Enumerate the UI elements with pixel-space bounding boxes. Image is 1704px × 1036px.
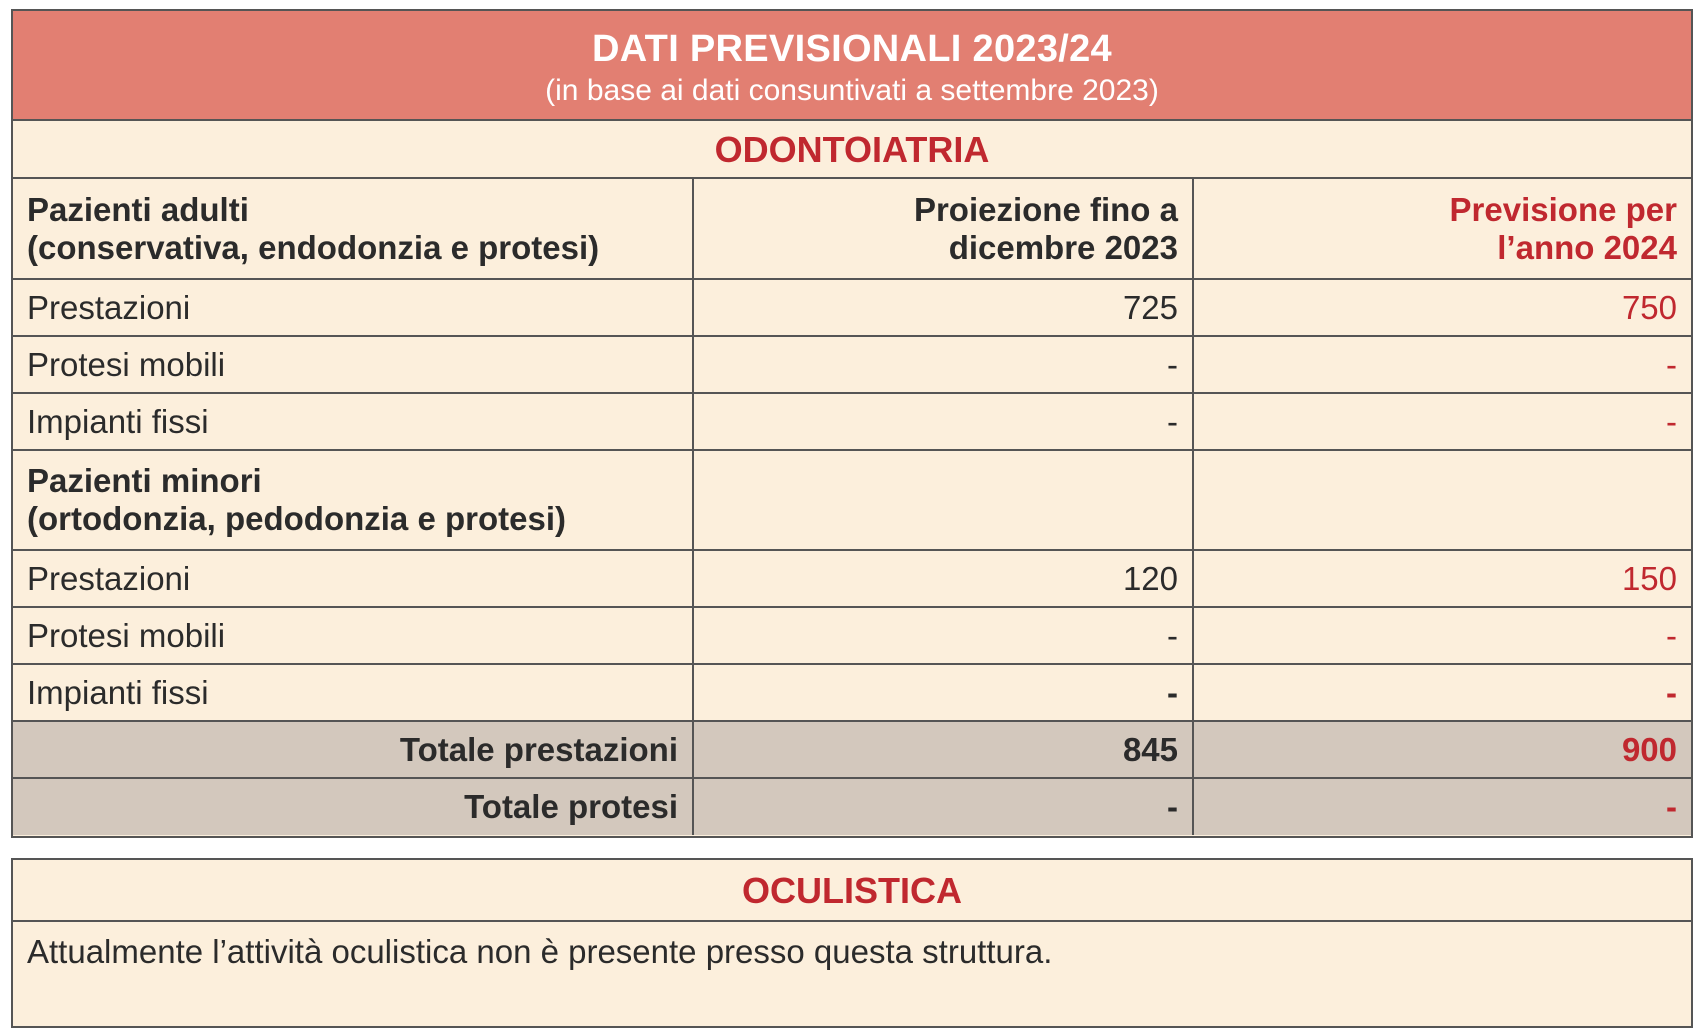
table-row bbox=[13, 336, 1691, 393]
projection-value: - bbox=[693, 393, 1193, 450]
odontoiatria-title: ODONTOIATRIA bbox=[13, 121, 1691, 179]
row-label: Protesi mobili bbox=[13, 336, 693, 393]
projection-header-line2: dicembre 2023 bbox=[948, 228, 1178, 266]
adults-heading bbox=[13, 179, 693, 279]
page-title: DATI PREVISIONALI 2023/24 bbox=[592, 28, 1112, 70]
forecast-value: 150 bbox=[1193, 550, 1691, 607]
projection-column-header bbox=[693, 179, 1193, 279]
adults-heading-line2: (conservativa, endodonzia e protesi) bbox=[27, 228, 600, 266]
total-forecast-value: 900 bbox=[1193, 721, 1691, 778]
projection-value: - bbox=[693, 607, 1193, 664]
row-label: Prestazioni bbox=[13, 279, 693, 336]
projection-value: - bbox=[693, 664, 1193, 721]
empty-cell bbox=[693, 450, 1193, 550]
adults-heading-line1: Pazienti adulti bbox=[27, 190, 249, 228]
total-projection-value: 845 bbox=[693, 721, 1193, 778]
table-row bbox=[13, 393, 1691, 450]
forecast-value: 750 bbox=[1193, 279, 1691, 336]
page-subtitle: (in base ai dati consuntivati a settembre 2023) bbox=[545, 74, 1159, 107]
header-band bbox=[13, 11, 1691, 121]
total-label: Totale prestazioni bbox=[13, 721, 693, 778]
row-label: Prestazioni bbox=[13, 550, 693, 607]
odontoiatria-table bbox=[13, 179, 1691, 835]
total-services-row bbox=[13, 721, 1691, 778]
minors-heading-line1: Pazienti minori bbox=[27, 462, 262, 499]
minors-heading-line2: (ortodonzia, pedodonzia e protesi) bbox=[27, 500, 566, 537]
adults-header-row bbox=[13, 179, 1691, 279]
forecast-value: - bbox=[1193, 664, 1691, 721]
forecast-value: - bbox=[1193, 607, 1691, 664]
empty-cell bbox=[1193, 450, 1691, 550]
row-label: Protesi mobili bbox=[13, 607, 693, 664]
forecast-header-line2: l’anno 2024 bbox=[1497, 228, 1677, 266]
projection-value: - bbox=[693, 336, 1193, 393]
minors-header-row bbox=[13, 450, 1691, 550]
total-label: Totale protesi bbox=[13, 778, 693, 835]
table-row bbox=[13, 664, 1691, 721]
row-label: Impianti fissi bbox=[13, 664, 693, 721]
forecast-value: - bbox=[1193, 336, 1691, 393]
projection-value: 725 bbox=[693, 279, 1193, 336]
total-prosthesis-row bbox=[13, 778, 1691, 835]
projection-value: 120 bbox=[693, 550, 1193, 607]
forecast-panel bbox=[11, 9, 1693, 838]
row-label: Impianti fissi bbox=[13, 393, 693, 450]
total-forecast-value: - bbox=[1193, 778, 1691, 835]
forecast-value: - bbox=[1193, 393, 1691, 450]
forecast-header-line1: Previsione per bbox=[1449, 190, 1677, 228]
table-row bbox=[13, 279, 1691, 336]
total-projection-value: - bbox=[693, 778, 1193, 835]
oculistica-panel bbox=[11, 858, 1693, 1028]
table-row bbox=[13, 607, 1691, 664]
oculistica-title: OCULISTICA bbox=[13, 860, 1691, 922]
table-row bbox=[13, 550, 1691, 607]
oculistica-text: Attualmente l’attività oculistica non è presente presso questa struttura. bbox=[27, 933, 1053, 970]
forecast-column-header bbox=[1193, 179, 1691, 279]
minors-heading bbox=[13, 450, 693, 550]
projection-header-line1: Proiezione fino a bbox=[913, 190, 1178, 228]
